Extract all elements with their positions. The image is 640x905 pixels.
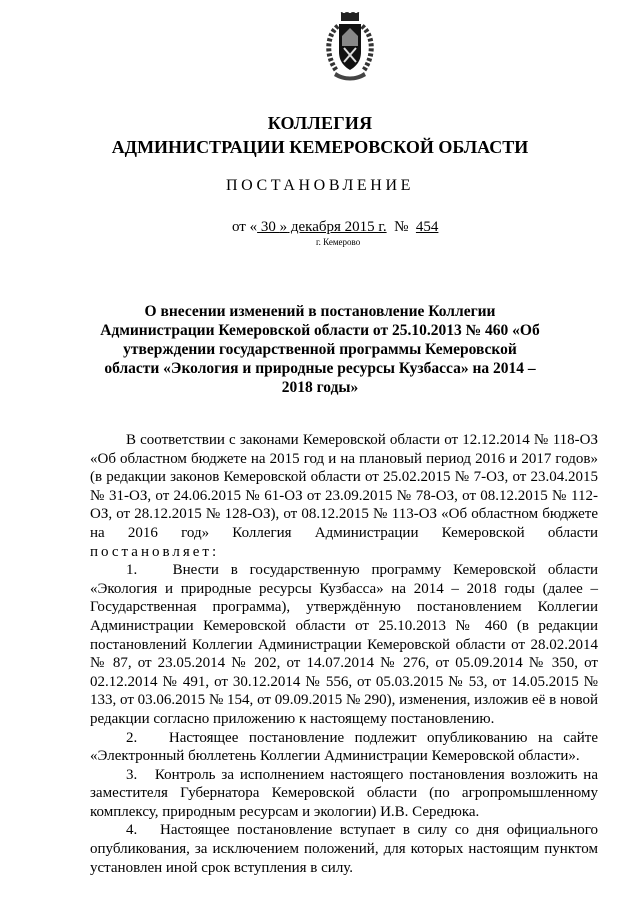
date-prefix: от « xyxy=(232,219,258,235)
preamble-paragraph xyxy=(90,431,598,561)
list-item: 1. Внести в государственную программу Кемеровской области «Экология и природные ресурсы Кузбасса» на 2014 – 2018 годы (далее – Государственная программа), утверждённую постановлением Коллегии Администрации Кемеровской области от 25.10.2013 № 460 (в редакции постановлений Коллегии Администрации Кемеровской области от 28.02.2014 № 87, от 23.05.2014 № 202, от 14.07.2014 № 276, от 05.09.2014 № 350, от 02.12.2014 № 491, от 30.12.2014 № 556, от 05.03.2015 № 53, от 14.05.2015 № 133, от 03.06.2015 № 154, от 09.09.2015 № 290), изменения, изложив её в новой редакции согласно приложению к настоящему постановлению. xyxy=(90,562,598,727)
decree-word: постановляет: xyxy=(90,543,220,560)
date-line xyxy=(232,219,438,236)
decree-body xyxy=(90,431,598,877)
number-label: № xyxy=(394,219,409,235)
date-day: 30 xyxy=(257,219,280,235)
administration-title: АДМИНИСТРАЦИИ КЕМЕРОВСКОЙ ОБЛАСТИ xyxy=(111,137,529,157)
document-type: ПОСТАНОВЛЕНИЕ xyxy=(226,177,414,194)
city-name: г. Кемерово xyxy=(316,237,361,247)
list-item: 2. Настоящее постановление подлежит опубликованию на сайте «Электронный бюллетень Коллегии Администрации Кемеровской области». xyxy=(90,729,598,765)
preamble-text: В соответствии с законами Кемеровской области от 12.12.2014 № 118-ОЗ «Об областном бюджете на 2015 год и на плановый период 2016 и 2017 годов» (в редакции законов Кемеровской области от 25.02.2015 № 7-ОЗ, от 23.04.2015 № 31-ОЗ, от 24.06.2015 № 61-ОЗ от 23.09.2015 № 78-ОЗ, от 08.12.2015 № 112-ОЗ, от 28.12.2015 № 128-ОЗ), от 08.12.2015 № 113-ОЗ «Об областном бюджете на 2016 год» Коллегия Администрации Кемеровской области xyxy=(90,432,598,541)
list-item: 3. Контроль за исполнением настоящего постановления возложить на заместителя Губернатора Кемеровской области (по агропромышленному комплексу, природным ресурсам и экологии) И.В. Середюка. xyxy=(90,766,598,820)
collegium-title: КОЛЛЕГИЯ xyxy=(267,113,373,133)
decree-subject: О внесении изменений в постановление Коллегии Администрации Кемеровской области от 25.10.2013 № 460 «Об утверждении государственной программы Кемеровской области «Экология и природные ресурсы Кузбасса» на 2014 – 2018 годы» xyxy=(100,303,540,396)
date-day-close: » xyxy=(279,219,288,235)
decree-number: 454 xyxy=(415,219,439,235)
date-month-year: декабря 2015 г. xyxy=(287,219,387,235)
coat-of-arms-icon xyxy=(322,12,378,82)
list-item: 4. Настоящее постановление вступает в силу со дня официального опубликования, за исключением положений, для которых настоящим пунктом установлен иной срок вступления в силу. xyxy=(90,822,598,876)
